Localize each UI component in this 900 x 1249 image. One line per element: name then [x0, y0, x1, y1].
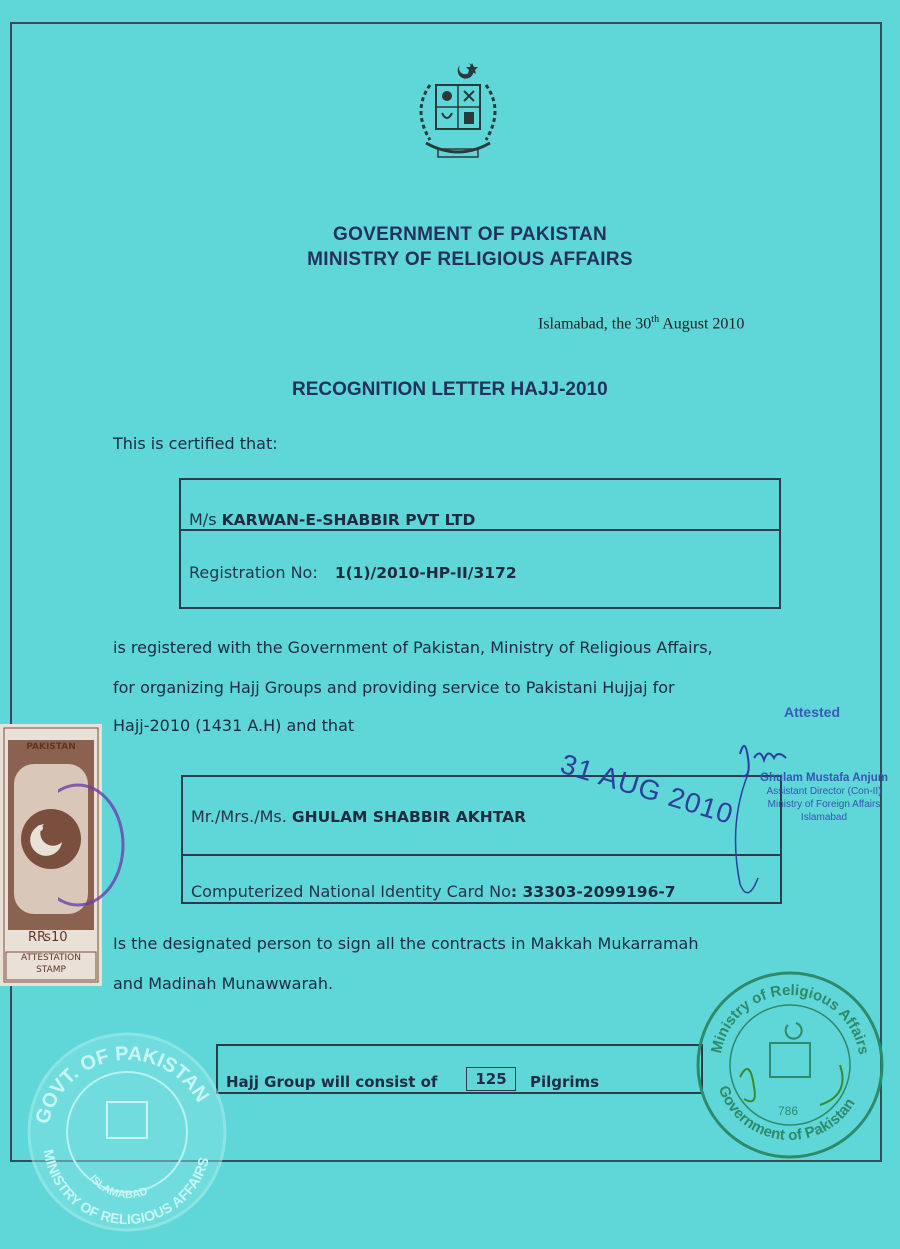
svg-text:ISLAMABAD: ISLAMABAD: [86, 1172, 150, 1202]
header-government: GOVERNMENT OF PAKISTAN: [332, 224, 607, 245]
svg-text:Government of Pakistan: Government of Pakistan: [714, 1083, 859, 1145]
svg-text:786: 786: [778, 1104, 799, 1118]
company-prefix: M/s: [189, 510, 217, 529]
letter-date: Islamabad, the 30th August 2010: [538, 314, 745, 333]
body-line-3: Hajj-2010 (1431 A.H) and that: [113, 716, 355, 735]
officer-org: Ministry of Foreign Affairs: [767, 799, 881, 810]
stamp-bottom-text: ATTESTATION STAMP: [21, 953, 81, 975]
designation-line-1: Is the designated person to sign all the contracts in Makkah Mukarramah: [113, 934, 699, 953]
person-name: GHULAM SHABBIR AKHTAR: [291, 808, 527, 826]
ministry-seal-icon: [690, 965, 890, 1165]
letter-title: RECOGNITION LETTER HAJJ-2010: [292, 379, 608, 400]
svg-text:GOVT. OF PAKISTAN: GOVT. OF PAKISTAN: [31, 1042, 213, 1127]
header-ministry: MINISTRY OF RELIGIOUS AFFAIRS: [307, 249, 633, 270]
intro-text: This is certified that:: [113, 434, 278, 453]
person-prefix: Mr./Mrs./Ms.: [191, 807, 287, 826]
registration-label: Registration No:: [189, 563, 318, 582]
stamp-top-text: PAKISTAN: [26, 742, 76, 752]
cnic-number: : 33303-2099196-7: [510, 883, 676, 901]
pilgrim-unit: Pilgrims: [530, 1073, 600, 1091]
svg-text:MINISTRY OF RELIGIOUS AFFAIRS: MINISTRY OF RELIGIOUS AFFAIRS: [40, 1148, 212, 1228]
group-count-box: [216, 1044, 703, 1094]
date-stamp: 31 AUG 2010: [556, 748, 738, 831]
pakistan-emblem-icon: [398, 55, 518, 165]
officer-block: [746, 772, 900, 824]
cnic-label: Computerized National Identity Card No: [191, 882, 511, 901]
pilgrim-count: 125: [466, 1067, 516, 1091]
circular-stamp-mark: [58, 775, 128, 915]
company-name: KARWAN-E-SHABBIR PVT LTD: [221, 511, 476, 529]
svg-text:Ministry of Religious Affairs: Ministry of Religious Affairs: [707, 981, 873, 1057]
officer-name: Ghulam Mustafa Anjum: [760, 772, 888, 784]
officer-city: Islamabad: [800, 812, 848, 823]
body-line-2: for organizing Hajj Groups and providing service to Pakistani Hujjaj for: [113, 678, 675, 697]
embossed-seal-icon: [25, 1030, 230, 1235]
registration-number: 1(1)/2010-HP-II/3172: [334, 564, 517, 582]
body-line-1: is registered with the Government of Pakistan, Ministry of Religious Affairs,: [113, 638, 713, 657]
group-label: Hajj Group will consist of: [226, 1073, 438, 1091]
company-box: [179, 478, 781, 609]
stamp-value: R₨10: [28, 930, 68, 945]
attested-label: Attested: [784, 704, 841, 720]
designation-line-2: and Madinah Munawwarah.: [113, 974, 334, 993]
officer-title: Assistant Director (Con-II): [766, 786, 882, 797]
